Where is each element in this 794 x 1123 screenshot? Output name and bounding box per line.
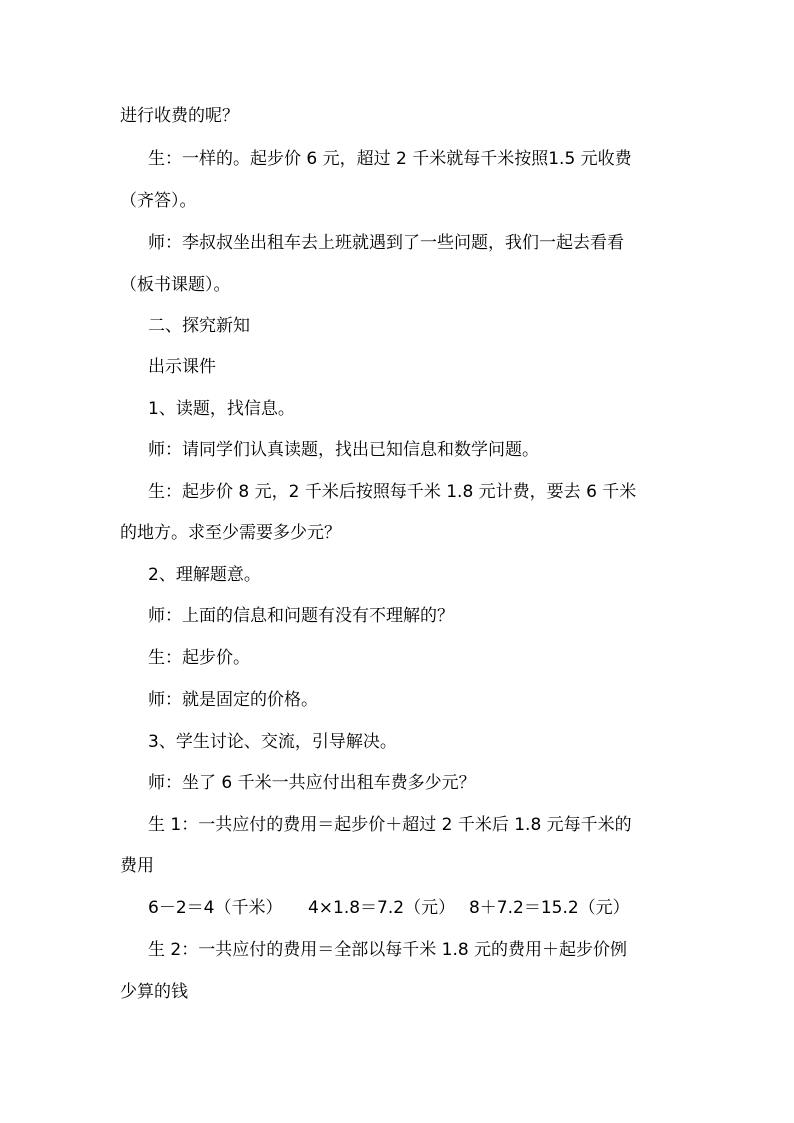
paragraph-line: 师：李叔叔坐出租车去上班就遇到了一些问题，我们一起去看看: [148, 233, 624, 253]
paragraph-line: （板书课题）。: [120, 275, 231, 295]
paragraph-line: 少算的钱: [120, 982, 188, 1002]
paragraph-line: （齐答）。: [120, 191, 197, 211]
paragraph-line: 进行收费的呢？: [120, 106, 239, 126]
paragraph-line: 师：坐了 6 千米一共应付出租车费多少元？: [148, 773, 476, 793]
step-heading: 1、读题，找信息。: [148, 399, 295, 419]
paragraph-line: 师：上面的信息和问题有没有不理解的？: [148, 606, 454, 626]
paragraph-line: 师：请同学们认真读题，找出已知信息和数学问题。: [148, 440, 539, 460]
paragraph-line: 出示课件: [148, 357, 216, 377]
paragraph-line: 费用: [120, 856, 154, 876]
paragraph-line: 的地方。求至少需要多少元？: [120, 523, 341, 543]
step-heading: 2、理解题意。: [148, 565, 261, 585]
equation-line: 6－2＝4（千米） 4×1.8＝7.2（元） 8＋7.2＝15.2（元）: [148, 898, 630, 918]
paragraph-line: 生：起步价。: [148, 648, 250, 668]
paragraph-line: 生 2：一共应付的费用＝全部以每千米 1.8 元的费用＋起步价例: [148, 940, 628, 960]
step-heading: 3、学生讨论、交流，引导解决。: [148, 732, 397, 752]
paragraph-line: 生：一样的。起步价 6 元，超过 2 千米就每千米按照1.5 元收费: [148, 149, 632, 169]
paragraph-line: 生 1：一共应付的费用＝起步价＋超过 2 千米后 1.8 元每千米的: [148, 815, 632, 835]
section-heading: 二、探究新知: [148, 316, 250, 336]
paragraph-line: 生：起步价 8 元，2 千米后按照每千米 1.8 元计费，要去 6 千米: [148, 482, 637, 502]
paragraph-line: 师：就是固定的价格。: [148, 690, 318, 710]
